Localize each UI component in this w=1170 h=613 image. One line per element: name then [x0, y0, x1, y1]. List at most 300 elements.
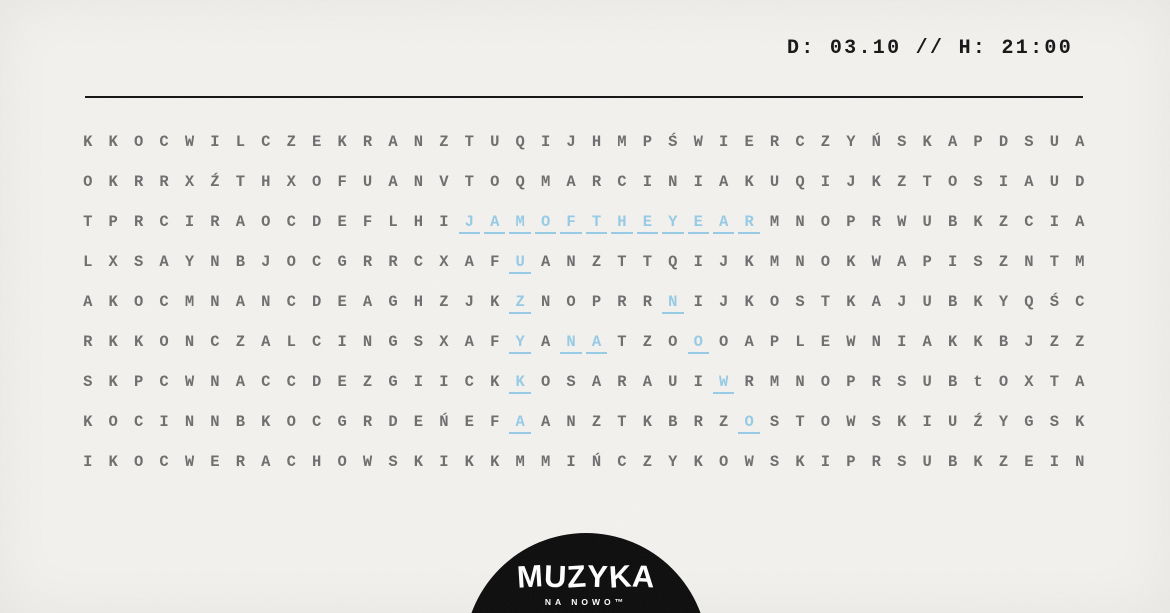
grid-letter: S: [769, 413, 780, 431]
grid-letter: Ń: [439, 413, 449, 431]
grid-letter: Y: [668, 453, 678, 471]
grid-letter: P: [769, 333, 780, 351]
grid-letter: Q: [515, 133, 525, 151]
grid-letter: J: [897, 293, 907, 311]
grid-letter: R: [693, 413, 703, 431]
grid-letter: C: [159, 213, 169, 231]
letter-grid: [75, 122, 1093, 482]
grid-letter: R: [83, 333, 93, 351]
grid-letter: B: [998, 333, 1009, 351]
grid-letter: C: [286, 213, 296, 231]
grid-letter: K: [947, 333, 958, 351]
grid-letter: O: [820, 213, 831, 231]
grid-row: [75, 162, 1093, 202]
grid-letter: I: [693, 373, 703, 391]
grid-letter: K: [490, 293, 500, 311]
grid-letter: L: [286, 333, 296, 351]
divider-line: [85, 96, 1083, 98]
grid-letter: U: [1049, 173, 1059, 191]
grid-letter: I: [439, 453, 449, 471]
grid-letter: N: [210, 373, 220, 391]
grid-letter: A: [261, 453, 271, 471]
logo-title-letter: A: [631, 558, 657, 595]
grid-letter: E: [312, 133, 322, 151]
grid-letter: I: [897, 333, 907, 351]
grid-letter: K: [108, 173, 118, 191]
grid-letter-highlighted: N: [558, 322, 583, 362]
grid-letter: S: [973, 253, 983, 271]
grid-letter: U: [769, 173, 780, 191]
grid-letter: W: [846, 413, 856, 431]
grid-letter: J: [566, 133, 576, 151]
grid-letter-highlighted: J: [457, 202, 482, 242]
grid-letter-highlighted: U: [507, 242, 532, 282]
grid-letter: W: [693, 133, 703, 151]
grid-letter: Y: [846, 133, 856, 151]
grid-letter: Z: [998, 253, 1009, 271]
grid-letter: R: [871, 453, 881, 471]
grid-row: [75, 322, 1093, 362]
grid-letter: U: [1049, 133, 1059, 151]
grid-letter: Ś: [668, 133, 678, 151]
grid-letter: N: [413, 133, 424, 151]
grid-letter: R: [133, 173, 144, 191]
logo-title-letter: U: [542, 558, 568, 595]
grid-letter: G: [388, 333, 398, 351]
grid-letter: G: [337, 413, 347, 431]
grid-letter: A: [1024, 173, 1034, 191]
grid-letter: K: [490, 453, 500, 471]
grid-letter: T: [617, 333, 627, 351]
grid-letter: Z: [897, 173, 907, 191]
grid-letter: E: [210, 453, 220, 471]
grid-letter: O: [83, 173, 93, 191]
grid-letter: C: [617, 173, 627, 191]
grid-letter: G: [337, 253, 347, 271]
grid-letter: I: [922, 413, 932, 431]
grid-letter: P: [642, 133, 652, 151]
grid-letter: t: [973, 373, 983, 391]
grid-letter: I: [337, 333, 347, 351]
grid-letter: Z: [591, 253, 602, 271]
grid-letter-highlighted: T: [584, 202, 609, 242]
grid-letter: Z: [439, 133, 449, 151]
grid-letter: K: [337, 133, 347, 151]
grid-letter: S: [83, 373, 93, 391]
grid-letter: X: [108, 253, 118, 271]
grid-letter: R: [642, 293, 652, 311]
grid-letter: E: [413, 413, 424, 431]
grid-letter: C: [286, 373, 296, 391]
grid-letter: C: [159, 453, 169, 471]
grid-letter: O: [820, 413, 831, 431]
grid-letter: I: [947, 253, 958, 271]
grid-letter: C: [464, 373, 474, 391]
logo-title-letter: Z: [565, 558, 588, 595]
grid-letter-highlighted: R: [736, 202, 761, 242]
grid-letter: R: [617, 373, 627, 391]
grid-letter: J: [846, 173, 856, 191]
grid-letter-highlighted: A: [482, 202, 507, 242]
grid-letter: R: [235, 453, 245, 471]
grid-letter-highlighted: Y: [507, 322, 532, 362]
grid-letter: B: [947, 213, 958, 231]
grid-letter: V: [439, 173, 449, 191]
grid-letter: N: [261, 293, 271, 311]
grid-letter: N: [795, 253, 805, 271]
grid-letter: A: [235, 213, 245, 231]
grid-letter: F: [490, 333, 500, 351]
grid-letter: S: [388, 453, 398, 471]
grid-letter-highlighted: Z: [507, 282, 532, 322]
grid-letter: B: [668, 413, 678, 431]
grid-letter: S: [897, 133, 907, 151]
grid-letter: O: [947, 173, 958, 191]
grid-letter: Z: [642, 333, 652, 351]
grid-letter: I: [439, 213, 449, 231]
grid-letter: N: [566, 413, 576, 431]
grid-letter: Z: [235, 333, 245, 351]
grid-letter: D: [312, 373, 322, 391]
grid-letter: B: [947, 453, 958, 471]
grid-letter: A: [83, 293, 93, 311]
grid-letter: A: [159, 253, 169, 271]
grid-letter: P: [108, 213, 118, 231]
grid-letter: I: [693, 293, 703, 311]
grid-letter: O: [286, 413, 296, 431]
grid-letter: U: [947, 413, 958, 431]
grid-letter-highlighted: K: [507, 362, 532, 402]
grid-letter: T: [617, 253, 627, 271]
grid-letter: N: [795, 213, 805, 231]
grid-letter: K: [795, 453, 805, 471]
grid-letter: O: [719, 453, 729, 471]
grid-letter: C: [261, 373, 271, 391]
grid-letter: A: [235, 373, 245, 391]
grid-letter: O: [820, 373, 831, 391]
grid-letter: I: [693, 253, 703, 271]
grid-letter: K: [108, 373, 118, 391]
grid-letter: N: [540, 293, 551, 311]
grid-letter: X: [439, 333, 449, 351]
grid-letter-highlighted: N: [660, 282, 685, 322]
grid-letter: S: [795, 293, 805, 311]
grid-letter: Z: [591, 413, 602, 431]
grid-letter: K: [642, 413, 652, 431]
grid-letter: T: [1049, 253, 1059, 271]
grid-letter: N: [795, 373, 805, 391]
grid-letter: A: [566, 173, 576, 191]
grid-letter: Y: [998, 293, 1009, 311]
grid-letter: Ź: [210, 173, 220, 191]
grid-letter: R: [159, 173, 169, 191]
grid-letter: H: [312, 453, 322, 471]
grid-letter: K: [922, 133, 932, 151]
grid-letter: Ś: [1049, 293, 1059, 311]
grid-letter: A: [362, 293, 373, 311]
grid-letter: K: [413, 453, 424, 471]
grid-letter: Ń: [591, 453, 602, 471]
grid-letter: X: [439, 253, 449, 271]
grid-letter: N: [566, 253, 576, 271]
grid-letter: O: [133, 133, 144, 151]
grid-letter: K: [744, 253, 754, 271]
grid-letter: C: [795, 133, 805, 151]
grid-letter: I: [642, 173, 652, 191]
grid-letter: O: [668, 333, 678, 351]
grid-letter: K: [108, 293, 118, 311]
grid-letter: C: [133, 413, 144, 431]
grid-letter: K: [973, 453, 983, 471]
grid-letter: C: [413, 253, 424, 271]
grid-letter: E: [337, 373, 347, 391]
grid-letter: A: [897, 253, 907, 271]
event-datetime: D: 03.10 // H: 21:00: [786, 37, 1073, 60]
grid-letter: K: [261, 413, 271, 431]
grid-letter: P: [846, 453, 856, 471]
grid-letter: K: [744, 293, 754, 311]
grid-letter: R: [769, 133, 780, 151]
grid-letter: K: [897, 413, 907, 431]
grid-letter: O: [133, 293, 144, 311]
grid-letter: I: [210, 133, 220, 151]
grid-letter: T: [642, 253, 652, 271]
grid-row: [75, 282, 1093, 322]
grid-letter-highlighted: O: [736, 402, 761, 442]
grid-letter-highlighted: O: [533, 202, 558, 242]
grid-row: [75, 122, 1093, 162]
grid-letter: D: [312, 213, 322, 231]
grid-letter: A: [947, 133, 958, 151]
grid-letter: F: [362, 213, 373, 231]
grid-letter: K: [973, 213, 983, 231]
grid-letter: Z: [362, 373, 373, 391]
grid-letter: J: [719, 293, 729, 311]
grid-letter: Q: [515, 173, 525, 191]
grid-letter: Q: [795, 173, 805, 191]
grid-letter: K: [1075, 413, 1085, 431]
grid-letter: A: [388, 173, 398, 191]
grid-letter: T: [1049, 373, 1059, 391]
grid-letter: C: [286, 293, 296, 311]
grid-letter: R: [871, 373, 881, 391]
grid-letter: N: [184, 413, 195, 431]
grid-letter: B: [235, 253, 245, 271]
grid-letter: M: [617, 133, 627, 151]
grid-letter: B: [947, 373, 958, 391]
grid-letter: S: [1024, 133, 1034, 151]
grid-letter: P: [846, 213, 856, 231]
grid-letter: M: [540, 173, 551, 191]
grid-letter: U: [362, 173, 373, 191]
grid-letter-highlighted: O: [686, 322, 711, 362]
grid-letter: K: [871, 173, 881, 191]
grid-letter: A: [1075, 373, 1085, 391]
grid-letter: H: [413, 213, 424, 231]
grid-letter: K: [846, 253, 856, 271]
grid-letter: C: [210, 333, 220, 351]
grid-letter: A: [719, 173, 729, 191]
grid-letter: H: [591, 133, 602, 151]
grid-letter: A: [540, 253, 551, 271]
grid-letter: O: [719, 333, 729, 351]
grid-letter-highlighted: A: [507, 402, 532, 442]
grid-letter: C: [312, 253, 322, 271]
grid-row: [75, 362, 1093, 402]
grid-letter: O: [490, 173, 500, 191]
grid-row: [75, 242, 1093, 282]
grid-letter: L: [795, 333, 805, 351]
grid-letter: C: [159, 293, 169, 311]
grid-letter: N: [871, 333, 881, 351]
grid-letter: O: [820, 253, 831, 271]
grid-letter: A: [871, 293, 881, 311]
grid-letter: O: [998, 373, 1009, 391]
grid-letter: I: [693, 173, 703, 191]
grid-letter: A: [464, 253, 474, 271]
grid-letter: R: [617, 293, 627, 311]
grid-letter: R: [362, 413, 373, 431]
grid-letter-highlighted: A: [584, 322, 609, 362]
grid-letter-highlighted: F: [558, 202, 583, 242]
grid-letter: N: [668, 173, 678, 191]
grid-letter: O: [286, 253, 296, 271]
grid-letter: I: [1049, 453, 1059, 471]
grid-letter: T: [795, 413, 805, 431]
grid-letter: W: [871, 253, 881, 271]
grid-letter: K: [83, 133, 93, 151]
grid-row: [75, 402, 1093, 442]
grid-letter: N: [210, 293, 220, 311]
grid-letter: R: [871, 213, 881, 231]
grid-letter: J: [719, 253, 729, 271]
grid-letter: Ź: [973, 413, 983, 431]
grid-letter: I: [540, 133, 551, 151]
grid-letter: P: [846, 373, 856, 391]
grid-letter: T: [464, 133, 474, 151]
grid-letter: D: [388, 413, 398, 431]
grid-letter: E: [464, 413, 474, 431]
grid-letter: I: [1049, 213, 1059, 231]
grid-letter: L: [83, 253, 93, 271]
grid-letter: P: [973, 133, 983, 151]
logo-title-letter: M: [515, 558, 545, 595]
grid-letter: Z: [286, 133, 296, 151]
grid-letter: Z: [820, 133, 831, 151]
grid-letter: K: [108, 333, 118, 351]
grid-letter: A: [464, 333, 474, 351]
grid-letter: G: [1024, 413, 1034, 431]
grid-letter: F: [490, 253, 500, 271]
grid-letter: F: [337, 173, 347, 191]
logo-title-letter: Y: [586, 558, 610, 595]
grid-letter: I: [719, 133, 729, 151]
grid-letter: S: [897, 453, 907, 471]
grid-letter: M: [769, 213, 780, 231]
grid-letter: K: [490, 373, 500, 391]
grid-letter: R: [362, 253, 373, 271]
grid-letter: R: [591, 173, 602, 191]
grid-letter: K: [973, 293, 983, 311]
grid-letter: P: [922, 253, 932, 271]
grid-letter: O: [261, 213, 271, 231]
logo-title: [464, 559, 708, 595]
grid-letter: W: [897, 213, 907, 231]
grid-letter: J: [261, 253, 271, 271]
grid-letter: W: [846, 333, 856, 351]
grid-letter-highlighted: M: [507, 202, 532, 242]
grid-letter: C: [159, 133, 169, 151]
grid-letter: C: [312, 333, 322, 351]
grid-letter: K: [108, 453, 118, 471]
grid-letter: C: [312, 413, 322, 431]
grid-letter: U: [922, 213, 932, 231]
grid-letter: A: [1075, 133, 1085, 151]
grid-letter: U: [668, 373, 678, 391]
grid-letter: M: [540, 453, 551, 471]
grid-letter: S: [871, 413, 881, 431]
grid-row: [75, 442, 1093, 482]
grid-letter: T: [922, 173, 932, 191]
grid-letter: U: [922, 373, 932, 391]
grid-letter: A: [744, 333, 754, 351]
grid-letter: Z: [1049, 333, 1059, 351]
grid-letter: E: [337, 293, 347, 311]
grid-letter: W: [184, 453, 195, 471]
grid-letter: I: [413, 373, 424, 391]
logo-circle: [464, 533, 708, 613]
grid-letter: E: [820, 333, 831, 351]
grid-letter: N: [210, 413, 220, 431]
grid-letter: G: [388, 373, 398, 391]
grid-letter-highlighted: A: [711, 202, 736, 242]
grid-letter: Z: [439, 293, 449, 311]
grid-letter: H: [261, 173, 271, 191]
grid-letter: L: [388, 213, 398, 231]
grid-letter: K: [108, 133, 118, 151]
grid-letter: I: [998, 173, 1009, 191]
grid-letter: Z: [642, 453, 652, 471]
grid-letter: R: [210, 213, 220, 231]
grid-letter: F: [490, 413, 500, 431]
grid-letter: R: [133, 213, 144, 231]
grid-letter: P: [591, 293, 602, 311]
grid-letter: K: [83, 413, 93, 431]
grid-letter: N: [362, 333, 373, 351]
grid-letter: E: [744, 133, 754, 151]
grid-letter: S: [769, 453, 780, 471]
grid-letter: K: [973, 333, 983, 351]
grid-letter: E: [337, 213, 347, 231]
grid-letter: T: [820, 293, 831, 311]
grid-letter: N: [210, 253, 220, 271]
grid-letter: A: [591, 373, 602, 391]
grid-letter: N: [413, 173, 424, 191]
grid-letter: M: [769, 253, 780, 271]
grid-letter: N: [184, 333, 195, 351]
grid-letter-highlighted: H: [609, 202, 634, 242]
grid-letter: S: [133, 253, 144, 271]
grid-letter: W: [184, 373, 195, 391]
grid-letter: I: [159, 413, 169, 431]
grid-letter: W: [744, 453, 754, 471]
grid-letter: Z: [1075, 333, 1085, 351]
grid-letter: R: [388, 253, 398, 271]
grid-letter: K: [744, 173, 754, 191]
grid-letter: M: [515, 453, 525, 471]
grid-letter: L: [235, 133, 245, 151]
grid-letter: U: [490, 133, 500, 151]
